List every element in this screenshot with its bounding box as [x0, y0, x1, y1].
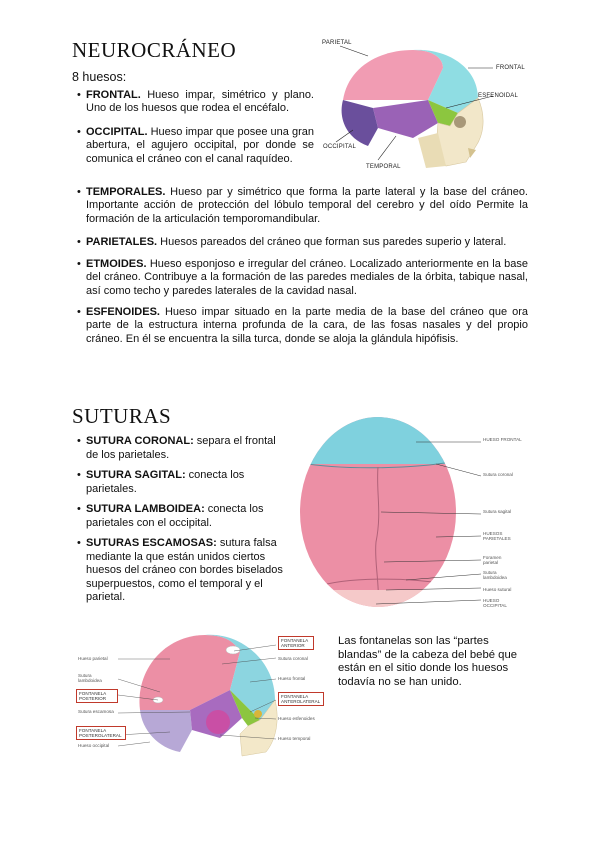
- label-inf-hueso-frontal: Hueso frontal: [278, 676, 306, 681]
- label-inf-fontanela-anterior: FONTANELA ANTERIOR: [278, 636, 314, 650]
- label-inf-hueso-temporal: Hueso temporal: [278, 736, 311, 741]
- label-top-hueso-frontal: HUESO FRONTAL: [483, 437, 522, 442]
- label-occipital: OCCIPITAL: [323, 144, 357, 150]
- label-esfenoidal: ESFENOIDAL: [478, 93, 519, 99]
- section-title-suturas: SUTURAS: [72, 404, 172, 428]
- desc-etmoides: Hueso esponjoso e irregular del cráneo. Localizado anteriormente en la base del cráneo. Contribuye a la formación de las paredes mediales de la órbita, tabique nasal, así como techo y paredes laterales de la cavidad nasal.: [86, 258, 528, 297]
- leader-inf-hueso-esfenoides: [255, 718, 276, 719]
- label-inf-fontanela-posterior: FONTANELA POSTERIOR: [76, 689, 118, 703]
- leader-inf-hueso-frontal: [250, 679, 276, 682]
- term-etmoides: ETMOIDES.: [86, 258, 147, 270]
- leader-inf-hueso-temporal: [220, 735, 276, 739]
- label-inf-sutura-escamosa: Sutura escamosa: [78, 709, 114, 714]
- leader-inf-fontanela-anterolateral: [250, 700, 276, 712]
- term-suturas-escamosas: SUTURAS ESCAMOSAS:: [86, 537, 217, 549]
- desc-parietales: Huesos pareados del cráneo que forman sus paredes superio y lateral.: [157, 236, 507, 248]
- desc-temporales: Hueso par y simétrico que forma la parte lateral y la base del cráneo. Importante acción de protección del lóbulo temporal del cerebro y del oído Permite la formación de la articulación temporomandibular.: [86, 186, 528, 225]
- label-top-foramen-parietal: Foramen parietal: [483, 555, 502, 566]
- label-inf-hueso-occipital: Hueso occipital: [78, 743, 110, 748]
- label-top-huesos-parietales: HUESOS PARIETALES: [483, 531, 511, 542]
- label-top-hueso-sutural: Hueso sutural: [483, 587, 512, 592]
- term-frontal: FRONTAL.: [86, 89, 141, 101]
- leader-inf-sutura-coronal: [222, 658, 276, 664]
- leader-inf-sutura-escamosa: [118, 712, 190, 713]
- leader-inf-fontanela-anterior: [234, 645, 276, 651]
- term-sutura-lamboidea: SUTURA LAMBOIDEA:: [86, 503, 205, 515]
- desc-suturas-escamosas: sutura falsa mediante la que están unidos ciertos huesos del cráneo con bordes biselados superpuestos, como el temporal y el parietal.: [86, 537, 283, 604]
- term-parietales: PARIETALES.: [86, 236, 158, 248]
- section-title-neurocraneo: NEUROCRÁNEO: [72, 38, 237, 62]
- leader-inf-sutura-lambdoidea: [118, 679, 160, 692]
- label-top-sutura-coronal: Sutura coronal: [483, 472, 513, 477]
- bones-count: 8 huesos:: [72, 70, 127, 84]
- desc-occipital: Hueso impar que posee una gran abertura, el agujero occipital, por donde se comunica el cráneo con el canal raquídeo.: [86, 126, 314, 165]
- label-frontal: FRONTAL: [496, 65, 525, 71]
- term-occipital: OCCIPITAL.: [86, 126, 148, 138]
- term-temporales: TEMPORALES.: [86, 186, 166, 198]
- term-esfenoides: ESFENOIDES.: [86, 306, 160, 318]
- label-parietal: PARIETAL: [322, 40, 352, 46]
- label-inf-sutura-lambdoidea: Sutura lambdoidea: [78, 673, 102, 684]
- label-inf-sutura-coronal: Sutura coronal: [278, 656, 308, 661]
- label-inf-fontanela-anterolateral: FONTANELA ANTEROLATERAL: [278, 692, 324, 706]
- leader-inf-hueso-occipital: [118, 742, 150, 746]
- term-sutura-coronal: SUTURA CORONAL:: [86, 435, 194, 447]
- label-temporal: TEMPORAL: [366, 164, 401, 170]
- label-top-sutura-lambdoidea: Sutura lambdoidea: [483, 570, 507, 581]
- leader-inf-fontanela-posterior: [118, 695, 158, 700]
- label-top-sutura-sagital: Sutura sagital: [483, 509, 512, 514]
- desc-sutura-coronal: separa el frontal de los parietales.: [86, 435, 276, 461]
- label-inf-hueso-esfenoides: Hueso esfenoides: [278, 716, 315, 721]
- desc-sutura-sagital: conecta los parietales.: [86, 469, 245, 495]
- term-sutura-sagital: SUTURA SAGITAL:: [86, 469, 186, 481]
- label-inf-hueso-parietal: Hueso parietal: [78, 656, 108, 661]
- desc-esfenoides: Hueso impar situado en la parte media de la base del cráneo que ora parte de la estructura interna profunda de la cara, de las fosas nasales y del propio cráneo. En él se encuentra la silla turca, donde se aloja la glándula hipófisis.: [86, 306, 528, 345]
- label-inf-fontanela-posterolateral: FONTANELA POSTEROLATERAL: [76, 726, 126, 740]
- desc-frontal: Hueso impar, simétrico y plano. Uno de los huesos que rodea el encéfalo.: [86, 89, 314, 115]
- label-top-hueso-occipital: HUESO OCCIPITAL: [483, 598, 507, 609]
- fontanelas-note: Las fontanelas son las “partes blandas” de la cabeza del bebé que están en el sitio donde los huesos todavía no se han unido.: [338, 635, 518, 689]
- desc-sutura-lamboidea: conecta los parietales con el occipital.: [86, 503, 264, 529]
